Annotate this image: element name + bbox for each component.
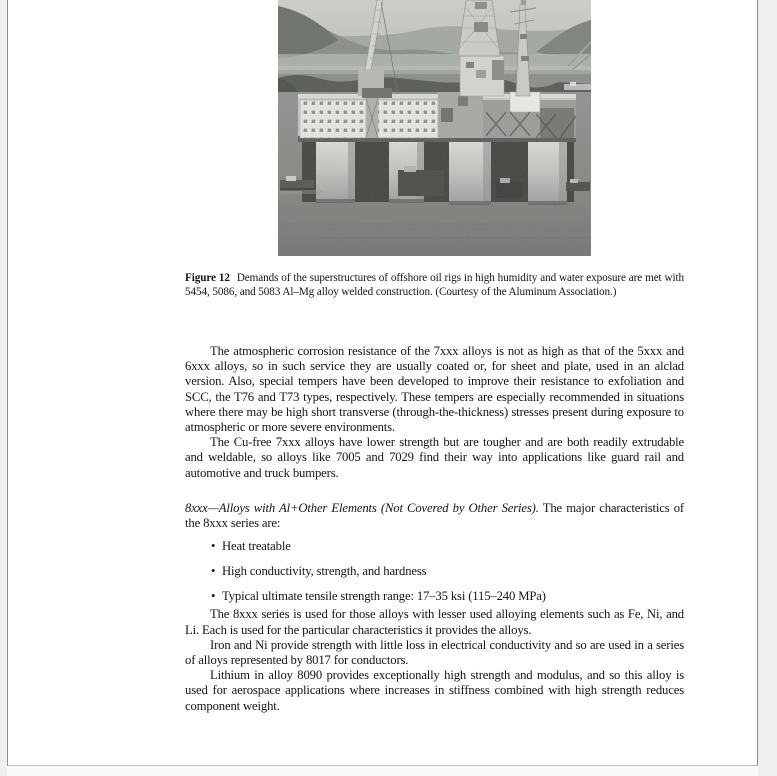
viewer-margin-left: [0, 0, 7, 776]
paragraph-7xxx-cu-free: The Cu-free 7xxx alloys have lower strength but are tougher and are both readily extrudable and weldable, so alloys like 7005 and 7029 find their way into applications like guard rail and automotive and truck bumpers.: [185, 435, 684, 480]
list-item: • High conductivity, strength, and hardness: [210, 564, 684, 579]
section-heading-8xxx-title: 8xxx—Alloys with Al+Other Elements (Not Covered by Other Series).: [185, 500, 539, 515]
paragraph-8xxx-use: The 8xxx series is used for those alloys with lesser used alloying elements such as Fe, Ni, and Li. Each is used for the particular characteristics it provides the alloys.: [185, 607, 684, 637]
list-item: • Typical ultimate tensile strength range: 17–35 ksi (115–240 MPa): [210, 589, 684, 604]
figure-caption-text: Demands of the superstructures of offshore oil rigs in high humidity and water exposure are met with 5454, 5086, and 5083 Al–Mg alloy welded construction. (Courtesy of the Aluminum Association.): [185, 272, 684, 298]
oil-rig-photo: [278, 0, 591, 256]
body-text: [185, 344, 684, 714]
viewer-margin-right: [758, 0, 777, 776]
characteristics-list: [185, 539, 684, 604]
figure-caption-label: Figure 12: [185, 272, 230, 285]
section-heading-8xxx: [185, 501, 684, 531]
paragraph-8xxx-fe-ni: Iron and Ni provide strength with little loss in electrical conductivity and so are used in a series of alloys represented by 8017 for conductors.: [185, 637, 684, 668]
paragraph-7xxx-corrosion: The atmospheric corrosion resistance of the 7xxx alloys is not as high as that of the 5xxx and 6xxx alloys, so in such service they are usually coated or, for sheet and plate, used in an alclad version. Also, special tempers have been developed to improve their resistance to exfoliation and SCC, the T76 and T73 types, respectively. These tempers are especially recommended in situations where there may be high short transverse (through-the-thickness) stresses present during exposure to atmospheric or more severe environments.: [185, 344, 684, 435]
document-page: [7, 0, 758, 766]
paragraph-8xxx-lithium: Lithium in alloy 8090 provides exceptionally high strength and modulus, and so this alloy is used for aerospace applications where increases in stiffness combined with high strength reduces component weight.: [185, 668, 684, 713]
list-item: • Heat treatable: [210, 539, 684, 554]
section-heading-8xxx-lead: The major characteristics of the 8xxx series are:: [185, 500, 684, 531]
figure-caption: [185, 272, 684, 299]
